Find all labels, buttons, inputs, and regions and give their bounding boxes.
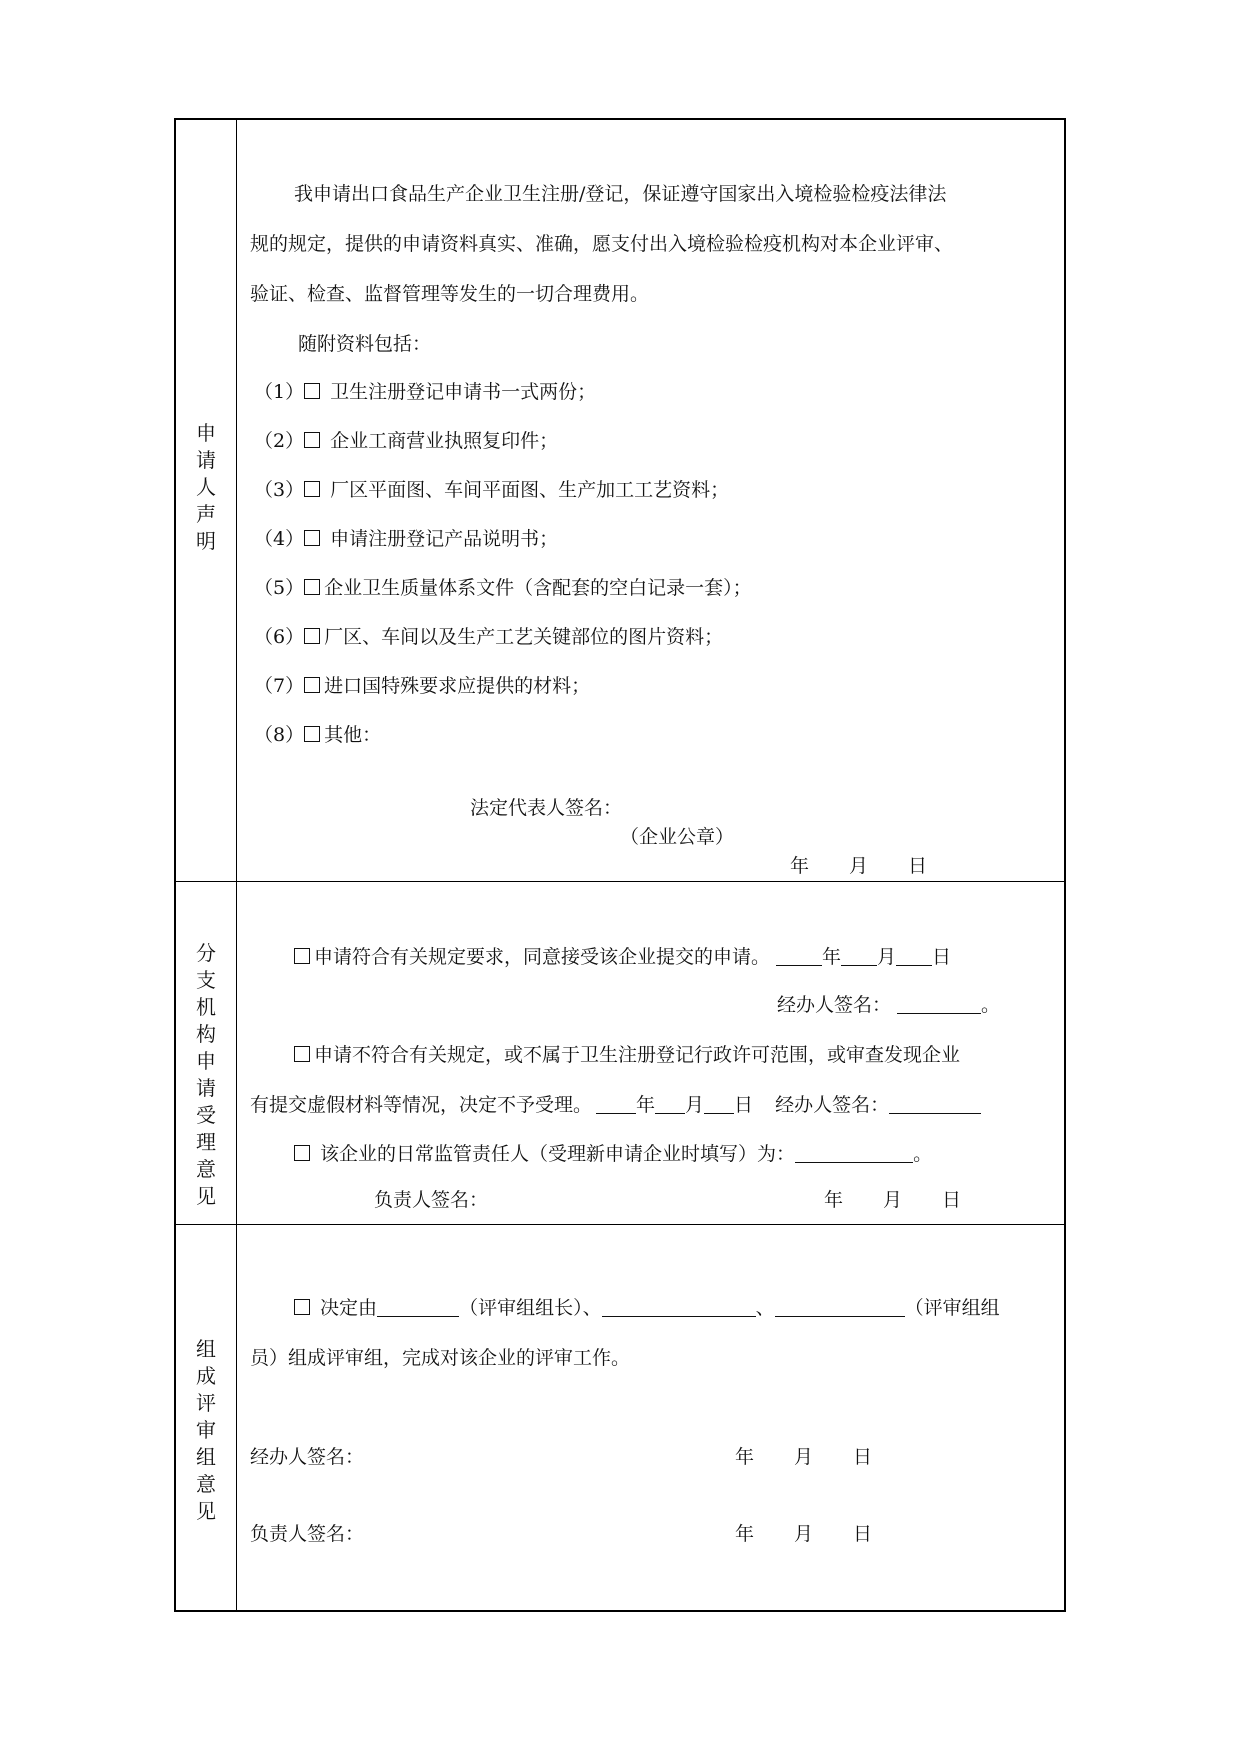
- attachment-item-6: （6） 厂区、车间以及生产工艺关键部位的图片资料；: [254, 626, 724, 648]
- review-team-decision-line-1: 决定由 （评审组组长）、 、 （评审组组: [294, 1296, 1000, 1320]
- attachment-item-8: （8） 其他：: [254, 724, 382, 746]
- declaration-line-1: 我申请出口食品生产企业卫生注册/登记，保证遵守国家出入境检验检疫法律法: [294, 183, 947, 205]
- attachment-item-7: （7） 进口国特殊要求应提供的材料；: [254, 675, 591, 697]
- review-handler-signature: 经办人签名：: [250, 1446, 365, 1468]
- accept-option: 申请符合有关规定要求，同意接受该企业提交的申请。 年 月 日: [294, 945, 951, 969]
- checkbox[interactable]: [294, 1299, 310, 1315]
- label-column-divider: [236, 118, 237, 1612]
- accept-handler-signature: 经办人签名： 。: [777, 994, 1001, 1016]
- team-leader-blank[interactable]: [377, 1298, 459, 1317]
- row-divider-2: [174, 1224, 1066, 1225]
- branch-date: 年 月 日: [824, 1189, 962, 1211]
- declaration-date: 年 月 日: [790, 855, 928, 877]
- checkbox[interactable]: [294, 948, 310, 964]
- declaration-line-3: 验证、检查、监督管理等发生的一切合理费用。: [250, 283, 650, 305]
- section-label-review-team: 组 成 评 审 组 意 见: [196, 1337, 216, 1523]
- company-seal-label: （企业公章）: [620, 826, 735, 848]
- attachment-item-1: （1） 卫生注册登记申请书一式两份；: [254, 381, 597, 403]
- year-blank[interactable]: [596, 1095, 636, 1114]
- reject-option-line-2: 有提交虚假材料等情况，决定不予受理。 年 月 日 经办人签名：: [250, 1093, 981, 1117]
- team-member-blank-1[interactable]: [602, 1298, 756, 1317]
- section-label-branch-acceptance: 分 支 机 构 申 请 受 理 意 见: [196, 941, 216, 1208]
- handler-signature-blank[interactable]: [897, 995, 981, 1014]
- checkbox[interactable]: [304, 628, 320, 644]
- branch-responsible-signature: 负责人签名：: [374, 1189, 489, 1211]
- review-handler-date: 年 月 日: [735, 1446, 873, 1468]
- month-blank[interactable]: [655, 1095, 685, 1114]
- supervisor-option: 该企业的日常监管责任人（受理新申请企业时填写）为： 。: [294, 1142, 932, 1166]
- attachments-title: 随附资料包括：: [298, 333, 432, 355]
- checkbox[interactable]: [304, 726, 320, 742]
- attachment-item-5: （5） 企业卫生质量体系文件（含配套的空白记录一套）；: [254, 577, 752, 599]
- checkbox[interactable]: [304, 383, 320, 399]
- legal-rep-signature-label: 法定代表人签名：: [470, 797, 623, 819]
- review-team-decision-line-2: 员）组成评审组，完成对该企业的评审工作。: [250, 1347, 631, 1369]
- section-label-applicant-declaration: 申 请 人 声 明: [196, 421, 216, 553]
- attachment-item-4: （4） 申请注册登记产品说明书；: [254, 528, 559, 550]
- attachment-item-3: （3） 厂区平面图、车间平面图、生产加工工艺资料；: [254, 479, 730, 501]
- review-responsible-signature: 负责人签名：: [250, 1523, 365, 1545]
- day-blank[interactable]: [704, 1095, 734, 1114]
- month-blank[interactable]: [841, 947, 877, 966]
- checkbox[interactable]: [304, 530, 320, 546]
- checkbox[interactable]: [294, 1145, 310, 1161]
- row-divider-1: [174, 881, 1066, 882]
- checkbox[interactable]: [304, 432, 320, 448]
- handler-signature-blank[interactable]: [889, 1095, 981, 1114]
- day-blank[interactable]: [896, 947, 932, 966]
- reject-option-line-1: 申请不符合有关规定，或不属于卫生注册登记行政许可范围，或审查发现企业: [294, 1043, 960, 1067]
- checkbox[interactable]: [304, 579, 320, 595]
- checkbox[interactable]: [304, 677, 320, 693]
- year-blank[interactable]: [776, 947, 822, 966]
- supervisor-blank[interactable]: [795, 1144, 913, 1163]
- checkbox[interactable]: [304, 481, 320, 497]
- declaration-line-2: 规的规定，提供的申请资料真实、准确，愿支付出入境检验检疫机构对本企业评审、: [250, 233, 954, 255]
- attachment-item-2: （2） 企业工商营业执照复印件；: [254, 430, 559, 452]
- team-member-blank-2[interactable]: [775, 1298, 905, 1317]
- review-responsible-date: 年 月 日: [735, 1523, 873, 1545]
- checkbox[interactable]: [294, 1046, 310, 1062]
